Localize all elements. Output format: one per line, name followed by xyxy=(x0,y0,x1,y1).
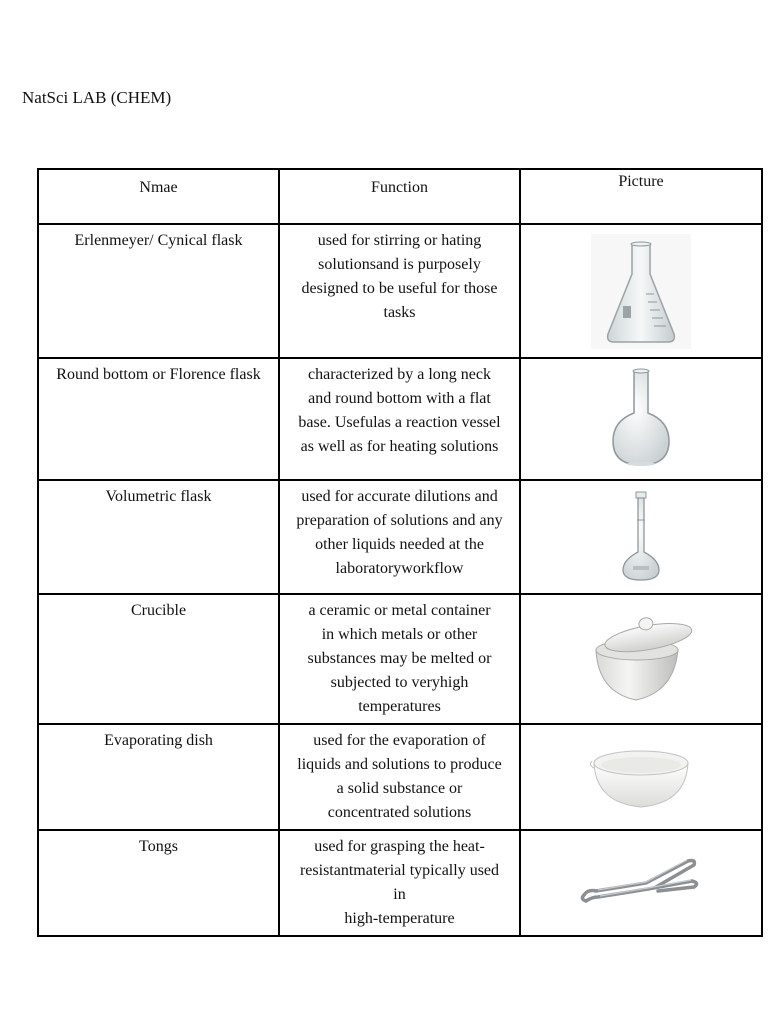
equipment-name-text: Erlenmeyer/ Cynical flask xyxy=(74,232,243,249)
tongs-icon xyxy=(576,853,706,913)
equipment-picture xyxy=(520,830,762,936)
volumetric-flask-icon xyxy=(611,490,671,585)
equipment-function xyxy=(279,594,520,724)
equipment-picture xyxy=(520,224,762,358)
table-row xyxy=(38,830,762,936)
table-row xyxy=(38,724,762,830)
equipment-name-text: Volumetric flask xyxy=(105,488,212,505)
equipment-picture xyxy=(520,594,762,724)
equipment-function xyxy=(279,480,520,594)
equipment-function-text: characterized by a long neck and round bottom with a flat base. Usefulas a reaction vessel as well as for heating solutions xyxy=(298,366,501,455)
equipment-name xyxy=(38,358,279,480)
equipment-function-text: a ceramic or metal container in which metals or other substances may be melted or subjected to veryhigh temperatures xyxy=(307,602,492,715)
equipment-function xyxy=(279,224,520,358)
lab-equipment-table xyxy=(37,168,763,937)
table-header-row xyxy=(38,169,762,224)
table-row xyxy=(38,358,762,480)
header-picture: Picture xyxy=(520,169,762,224)
erlenmeyer-flask-icon xyxy=(586,234,696,349)
equipment-function-text: used for the evaporation of liquids and solutions to produce a solid substance or concentrated solutions xyxy=(297,732,502,821)
header-name: Nmae xyxy=(38,169,279,224)
equipment-picture xyxy=(520,724,762,830)
equipment-function-text: used for grasping the heat- resistantmaterial typically used in high-temperature xyxy=(299,838,500,927)
equipment-function-text: used for stirring or hating solutionsand is purposely designed to be useful for those tasks xyxy=(301,232,498,321)
document-title: NatSci LAB (CHEM) xyxy=(22,88,172,107)
equipment-name-text: Evaporating dish xyxy=(104,732,213,749)
equipment-picture xyxy=(520,358,762,480)
equipment-name xyxy=(38,224,279,358)
crucible-icon xyxy=(586,612,696,707)
equipment-function-text: used for accurate dilutions and preparation of solutions and any other liquids needed at the laboratoryworkflow xyxy=(296,488,503,577)
header-function: Function xyxy=(279,169,520,224)
round-bottom-flask-icon xyxy=(601,367,681,472)
equipment-function xyxy=(279,358,520,480)
equipment-name-text: Crucible xyxy=(130,602,187,619)
table-row xyxy=(38,480,762,594)
equipment-name-text: Tongs xyxy=(139,838,178,855)
equipment-name xyxy=(38,724,279,830)
equipment-function xyxy=(279,724,520,830)
evaporating-dish-icon xyxy=(586,741,696,813)
equipment-name xyxy=(38,594,279,724)
table-row xyxy=(38,224,762,358)
equipment-function xyxy=(279,830,520,936)
equipment-name xyxy=(38,830,279,936)
equipment-name xyxy=(38,480,279,594)
equipment-name-text: Round bottom or Florence flask xyxy=(56,366,261,383)
equipment-picture xyxy=(520,480,762,594)
table-row xyxy=(38,594,762,724)
